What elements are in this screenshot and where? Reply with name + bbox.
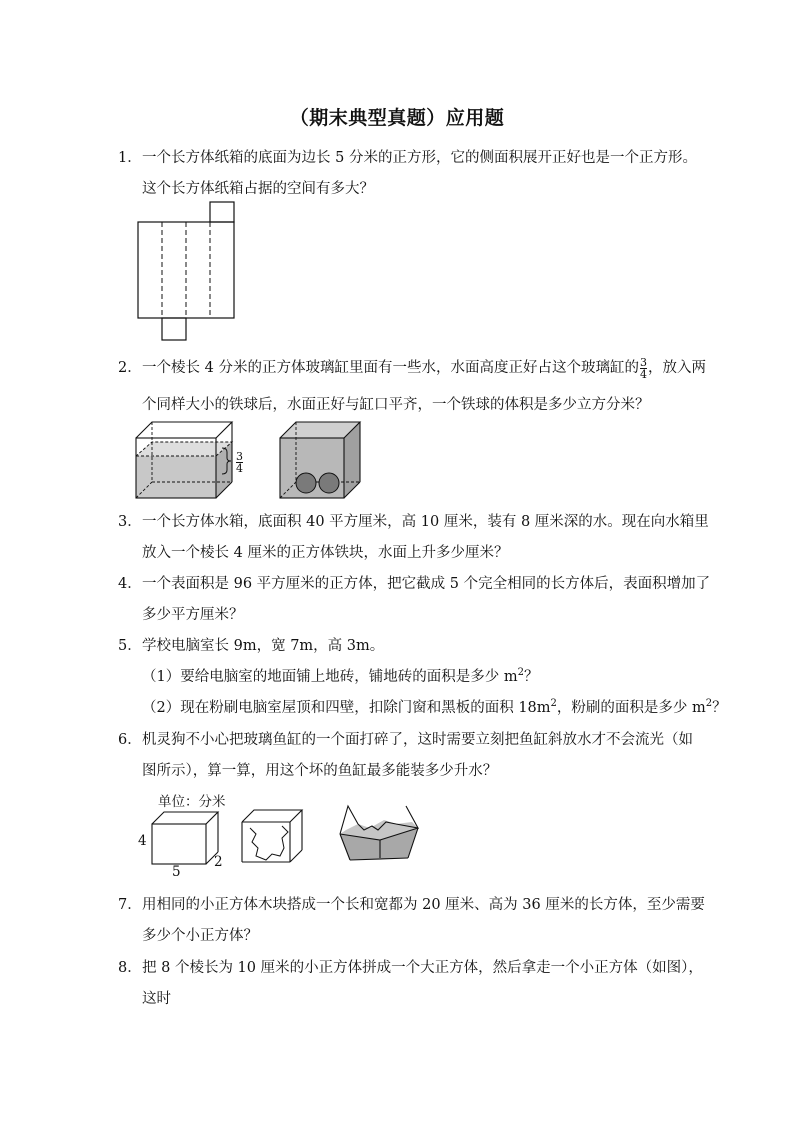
- dimension-width-label: 2: [214, 854, 223, 870]
- superscript: 2: [517, 667, 524, 679]
- superscript: 2: [550, 698, 557, 710]
- figure-fraction-denominator: 4: [236, 462, 243, 475]
- question-5-sub-1: [142, 665, 538, 686]
- question-2-text-1b: ，放入两: [647, 360, 706, 376]
- question-5-sub-2-text: （2）现在粉刷电脑室屋顶和四壁，扣除门窗和黑板的面积 18m: [142, 700, 551, 716]
- figure-water-tank: [132, 420, 252, 502]
- figure-fish-tank-box: [150, 810, 222, 866]
- page-title: （期末典型真题）应用题: [289, 107, 505, 129]
- question-4-number: 4．: [118, 576, 142, 592]
- question-1-text-1: 一个长方体纸箱的底面为边长 5 分米的正方形，它的侧面积展开正好也是一个正方形。: [142, 150, 697, 166]
- dimension-height-label: 4: [138, 833, 147, 849]
- question-4-text-2: 多少平方厘米？: [142, 607, 244, 623]
- question-3-number: 3．: [118, 514, 142, 530]
- question-8-text-1: 把 8 个棱长为 10 厘米的小正方体拼成一个大正方体，然后拿走一个小正方体（如图），: [142, 960, 703, 976]
- fraction-numerator: 3: [639, 355, 647, 369]
- question-1-line-1: [118, 146, 697, 167]
- figure-tank-with-balls: [276, 420, 366, 502]
- question-8-number: 8．: [118, 960, 142, 976]
- figure-water-level-fraction: [235, 451, 244, 474]
- fraction-denominator: 4: [639, 367, 647, 381]
- question-7-text-1: 用相同的小正方体木块搭成一个长和宽都为 20 厘米、高为 36 厘米的长方体，至少需要: [142, 897, 705, 913]
- question-2-line-1: [118, 356, 706, 380]
- question-5-sub-1-end: ？: [523, 669, 539, 685]
- dimension-length-label: 5: [172, 864, 181, 880]
- question-5-sub-2-end: ？: [712, 700, 727, 716]
- question-1-number: 1．: [118, 150, 142, 166]
- question-5-sub-1-text: （1）要给电脑室的地面铺上地砖，铺地砖的面积是多少 m: [142, 669, 518, 685]
- figure-unit-label: 单位：分米: [158, 794, 226, 810]
- question-7-text-2: 多少个小正方体？: [142, 928, 258, 944]
- question-5-number: 5．: [118, 638, 142, 654]
- question-7-number: 7．: [118, 897, 142, 913]
- question-6-text-1: 机灵狗不小心把玻璃鱼缸的一个面打碎了，这时需要立刻把鱼缸斜放水才不会流光（如: [142, 732, 693, 748]
- question-7-line-1: [118, 893, 705, 914]
- superscript: 2: [705, 698, 713, 710]
- question-3-line-1: [118, 510, 709, 531]
- figure-tilted-tank: [336, 800, 422, 866]
- question-6-text-2: 图所示），算一算，用这个坏的鱼缸最多能装多少升水？: [142, 763, 498, 779]
- question-4-text-1: 一个表面积是 96 平方厘米的正方体，把它截成 5 个完全相同的长方体后，表面积增加了: [142, 576, 711, 592]
- question-5-text-1: 学校电脑室长 9m，宽 7m，高 3m。: [142, 638, 385, 654]
- figure-broken-tank: [240, 808, 306, 866]
- figure-fraction-numerator: 3: [236, 450, 243, 463]
- question-6-line-1: [118, 728, 693, 749]
- question-5-sub-2-middle: ，粉刷的面积是多少 m: [556, 700, 706, 716]
- question-3-text-2: 放入一个棱长 4 厘米的正方体铁块，水面上升多少厘米？: [142, 545, 509, 561]
- question-4-line-1: [118, 572, 710, 593]
- question-2-number: 2．: [118, 360, 142, 376]
- question-5-line-1: [118, 634, 384, 655]
- question-8-text-2: 这时: [142, 991, 171, 1007]
- question-3-text-1: 一个长方体水箱，底面积 40 平方厘米，高 10 厘米，装有 8 厘米深的水。现在向水箱里: [142, 514, 709, 530]
- fraction-three-quarters: [640, 357, 647, 380]
- question-2-text-1a: 一个棱长 4 分米的正方体玻璃缸里面有一些水，水面高度正好占这个玻璃缸的: [142, 360, 639, 376]
- question-8-line-1: [118, 956, 703, 977]
- question-6-number: 6．: [118, 732, 142, 748]
- question-5-sub-2: [142, 696, 727, 717]
- question-2-text-2: 个同样大小的铁球后，水面正好与缸口平齐，一个铁球的体积是多少立方分米？: [142, 397, 650, 413]
- figure-box-net: [136, 200, 240, 342]
- question-1-text-2: 这个长方体纸箱占据的空间有多大？: [142, 181, 374, 197]
